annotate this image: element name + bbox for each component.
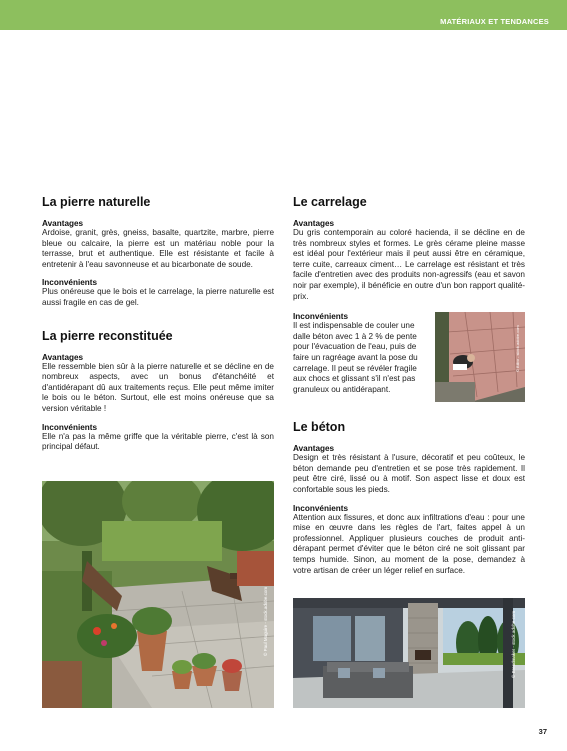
label-inconvenients: Inconvénients [293, 503, 349, 513]
label-inconvenients: Inconvénients [293, 312, 349, 322]
right-column [293, 195, 525, 576]
text-avantages: Du gris contemporain au coloré hacienda, il se décline en de très nombreux styles et formes. Le grès cérame pleine masse est idéal pour l'extérieur mais il peut aussi être en céramique, terre cuite, carreaux ciment… Le carrelage est résistant et très facile d'entretien avec des produits non-agressifs (eau et savon noir par exemple), il bénéficie en outre d'un bon rapport qualité-prix. [293, 228, 525, 301]
photo-tiling [435, 312, 525, 402]
section-label: MATÉRIAUX ET TENDANCES [440, 17, 549, 26]
text-avantages: Elle ressemble bien sûr à la pierre naturelle et se décline en de nombreux aspects, avec un bonus d'étanchéité et d'antidérapant dû aux traitements reçus. Elle peut même imiter le bois ou le béton. Surtout, elle est moins onéreuse que sa version véritable ! [42, 361, 274, 413]
heading-beton: Le béton [293, 420, 346, 435]
photo-credit: © Paul Maguire - stock.adobe.com [263, 586, 268, 656]
carrelage-inconvenients-block [293, 312, 525, 395]
text-inconvenients: Elle n'a pas la même griffe que la véritable pierre, c'est là son principal défaut. [42, 431, 274, 452]
heading-pierre-naturelle: La pierre naturelle [42, 195, 151, 209]
left-column [42, 195, 274, 453]
label-avantages: Avantages [42, 219, 84, 228]
text-inconvenients: Plus onéreuse que le bois et le carrelage, la pierre naturelle est aussi fragile en cas de gel. [42, 287, 274, 307]
label-avantages: Avantages [293, 219, 335, 228]
text-avantages: Ardoise, granit, grès, gneiss, basalte, quartzite, marbre, pierre bleue ou calcaire, la pierre est un matériau noble pour la terrasse, brut et authentique. Elle est résistante et facile à entretenir à l'eau savonneuse et au bicarbonate de soude. [42, 228, 274, 269]
label-inconvenients: Inconvénients [42, 422, 98, 432]
photo-credit: © Breadmaker - stock.adobe.com [511, 610, 516, 678]
label-avantages: Avantages [42, 352, 84, 362]
label-avantages: Avantages [293, 444, 335, 454]
heading-carrelage: Le carrelage [293, 195, 367, 209]
page-number: 37 [538, 727, 547, 736]
heading-pierre-reconstituee: La pierre reconstituée [42, 328, 173, 343]
label-inconvenients: Inconvénients [42, 278, 98, 288]
text-avantages: Design et très résistant à l'usure, décoratif et peu coûteux, le béton demande peu d'entretien et se pose très rapidement. Il peut être ciré, lissé ou à motif. Son aspect lisse et doux est confortable sous les pieds. [293, 453, 525, 494]
text-inconvenients: Attention aux fissures, et donc aux infiltrations d'eau : pour une mise en œuvre dans les règles de l'art, faites appel à un professionnel. Appliquer plusieurs couches de produit anti-dérapant permet d'éviter que le béton ciré ne soit glissant par temps humide. Sinon, au moment de la pose, demandez à votre artisan de créer un léger relief en surface. [293, 512, 525, 575]
text-inconvenients: Il est indispensable de couler une dalle béton avec 1 à 2 % de pente pour l'évacuation de l'eau, puis de faire un ragréage avant la pose du carrelage. Il peut se révéler fragile aux chocs et glissant s'il n'est pas granuleux ou antidérapant. [293, 321, 418, 394]
photo-credit: © Bilbo - stock.adobe.com [515, 325, 520, 373]
header-band [0, 0, 567, 30]
photo-stone-patio [42, 481, 274, 708]
photo-concrete-terrace [293, 598, 525, 708]
